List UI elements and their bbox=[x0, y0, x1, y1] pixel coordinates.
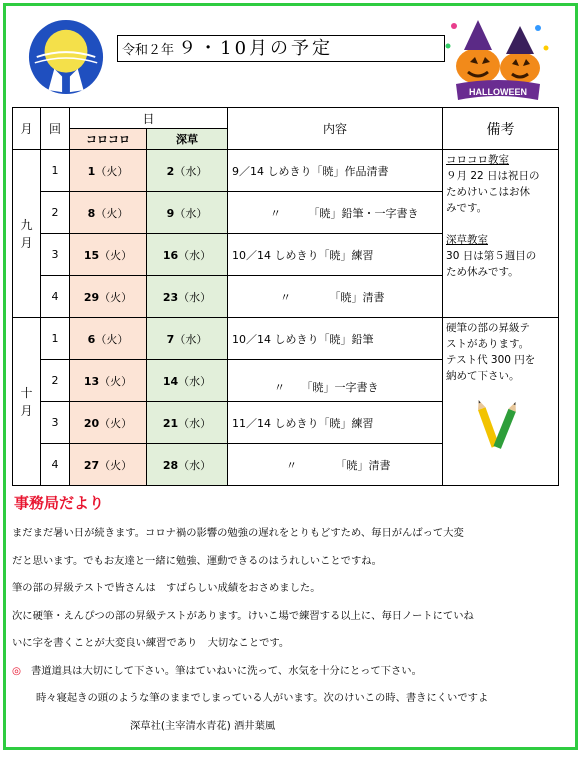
header-content: 内容 bbox=[228, 108, 443, 150]
note-october: 硬筆の部の昇級テ ストがあります。 テスト代 300 円を 納めて下さい。 bbox=[443, 318, 559, 486]
schedule-table bbox=[12, 107, 559, 486]
content-text: 11／14 しめきり「暁」練習 bbox=[228, 402, 443, 444]
news-line: 筆の部の昇級テストで皆さんは すばらしい成績をおさめました。 bbox=[12, 582, 321, 594]
table-row bbox=[13, 318, 559, 360]
weekday: （水） bbox=[178, 458, 212, 472]
content-text: 10／14 しめきり「暁」練習 bbox=[228, 234, 443, 276]
weekday: （水） bbox=[178, 374, 212, 388]
halloween-pumpkin-icon bbox=[442, 18, 554, 104]
moon-hands-logo bbox=[27, 18, 105, 96]
bullet-mark-icon: ◎ bbox=[12, 664, 21, 677]
fukakusa-day: 16 bbox=[162, 248, 179, 262]
fukakusa-day: 14 bbox=[162, 374, 179, 388]
weekday: （水） bbox=[178, 416, 212, 430]
fukakusa-day: 7 bbox=[166, 332, 175, 346]
month-sep: 九 月 bbox=[13, 150, 41, 318]
content-text: 〃 「暁」一字書き bbox=[228, 360, 443, 402]
news-line: だと思います。でもお友達と一緒に勉強、運動できるのはうれしいことですね。 bbox=[12, 554, 382, 567]
content-text: 〃 「暁」清書 bbox=[228, 444, 443, 486]
korokoro-day: 1 bbox=[87, 164, 96, 178]
korokoro-day: 6 bbox=[87, 332, 96, 346]
fukakusa-day: 2 bbox=[166, 164, 175, 178]
weekday: （水） bbox=[174, 332, 208, 346]
weekday: （火） bbox=[99, 416, 133, 430]
content-text: 〃 「暁」清書 bbox=[228, 276, 443, 318]
weekday: （水） bbox=[178, 290, 212, 304]
news-item: 時々寝起きの頭のような筆のままでしまっている人がいます。次のけいこの時、書きにくいですよ bbox=[36, 692, 489, 704]
round-number: 4 bbox=[41, 444, 70, 486]
korokoro-day: 20 bbox=[83, 416, 100, 430]
fukakusa-day: 9 bbox=[166, 206, 175, 220]
weekday: （水） bbox=[174, 164, 208, 178]
round-number: 1 bbox=[41, 318, 70, 360]
fukakusa-day: 28 bbox=[162, 458, 179, 472]
korokoro-day: 8 bbox=[87, 206, 96, 220]
weekday: （火） bbox=[99, 374, 133, 388]
header-day: 日 bbox=[70, 108, 228, 129]
title-year: 令和２年 bbox=[122, 43, 175, 58]
news-item: ◎ 書道道具は大切にして下さい。筆はていねいに洗って、水気を十分にとって下さい。 bbox=[12, 664, 422, 677]
pencils-icon bbox=[468, 394, 528, 454]
signature: 深草社(主宰清水青花) 酒井葉風 bbox=[130, 719, 276, 732]
round-number: 3 bbox=[41, 402, 70, 444]
weekday: （火） bbox=[95, 332, 129, 346]
weekday: （水） bbox=[178, 248, 212, 262]
fukakusa-day: 21 bbox=[162, 416, 179, 430]
round-number: 1 bbox=[41, 150, 70, 192]
korokoro-day: 13 bbox=[83, 374, 100, 388]
weekday: （火） bbox=[99, 248, 133, 262]
round-number: 3 bbox=[41, 234, 70, 276]
header-korokoro: コロコロ bbox=[70, 129, 147, 150]
korokoro-day: 15 bbox=[83, 248, 100, 262]
round-number: 4 bbox=[41, 276, 70, 318]
fukakusa-day: 23 bbox=[162, 290, 179, 304]
content-text: 10／14 しめきり「暁」鉛筆 bbox=[228, 318, 443, 360]
round-number: 2 bbox=[41, 360, 70, 402]
news-title: 事務局だより bbox=[14, 494, 105, 512]
title-main: ９・10月の予定 bbox=[178, 38, 334, 59]
weekday: （火） bbox=[99, 458, 133, 472]
month-oct: 十 月 bbox=[13, 318, 41, 486]
content-text: 〃 「暁」鉛筆・一字書き bbox=[228, 192, 443, 234]
news-line: いに字を書くことが大変良い練習であり 大切なことです。 bbox=[12, 637, 290, 649]
page-title bbox=[117, 35, 445, 62]
korokoro-day: 29 bbox=[83, 290, 100, 304]
halloween-banner-text: HALLOWEEN bbox=[469, 87, 527, 97]
header-note: 備考 bbox=[443, 108, 559, 150]
weekday: （水） bbox=[174, 206, 208, 220]
korokoro-day: 27 bbox=[83, 458, 100, 472]
table-row bbox=[13, 150, 559, 192]
news-line: 次に硬筆・えんぴつの部の昇級テストがあります。けいこ場で練習する以上に、毎日ノートにていね bbox=[12, 609, 474, 622]
weekday: （火） bbox=[95, 206, 129, 220]
header-round: 回 bbox=[41, 108, 70, 150]
content-text: 9／14 しめきり「暁」作品清書 bbox=[228, 150, 443, 192]
round-number: 2 bbox=[41, 192, 70, 234]
weekday: （火） bbox=[95, 164, 129, 178]
header-month: 月 bbox=[13, 108, 41, 150]
note-september: コロコロ教室 ９月 22 日は祝日の ためけいこはお休 みです。 深草教室 30 日は第５週目の ため休みです。 bbox=[443, 150, 559, 318]
header-fukakusa: 深草 bbox=[147, 129, 228, 150]
news-line: まだまだ暑い日が続きます。コロナ禍の影響の勉強の遅れをとりもどすため、毎日がんばって大変 bbox=[12, 527, 464, 539]
news-body bbox=[12, 520, 572, 740]
weekday: （火） bbox=[99, 290, 133, 304]
